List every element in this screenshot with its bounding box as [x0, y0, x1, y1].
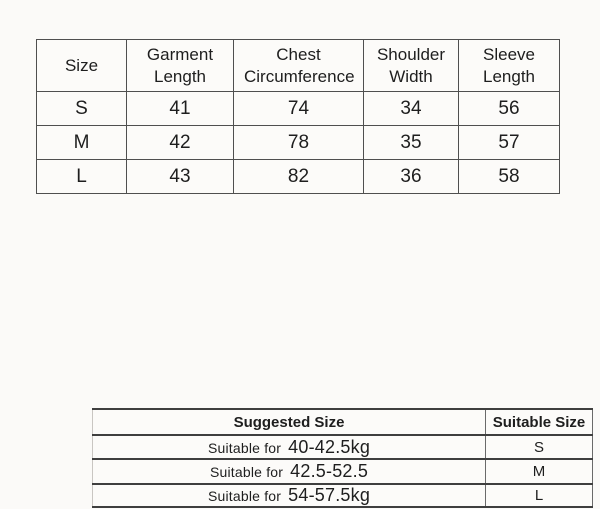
size-table-header-row: [37, 40, 560, 92]
weight-range-value: 42.5-52.5: [290, 461, 369, 481]
garment-length-cell: 42: [127, 126, 234, 160]
garment-length-cell: 41: [127, 92, 234, 126]
weight-range-value: 54-57.5kg: [288, 485, 371, 505]
shoulder-width-cell: 36: [364, 160, 459, 194]
suitable-for-label: Suitable for: [209, 464, 284, 480]
header-cell-suitable-size: Suitable Size: [486, 409, 593, 435]
size-label-cell: L: [37, 160, 127, 194]
suggested-size-table: [92, 408, 593, 508]
header-cell-chest-circumference: Chest Circumference: [234, 40, 364, 92]
sleeve-length-cell: 58: [459, 160, 560, 194]
suitable-for-label: Suitable for: [207, 488, 282, 504]
weight-range-value: 40-42.5kg: [288, 436, 371, 457]
size-label-cell: M: [37, 126, 127, 160]
header-cell-sleeve-length: Sleeve Length: [459, 40, 560, 92]
weight-range-cell: [93, 435, 486, 459]
size-measurements-table: [36, 39, 560, 194]
chest-circumference-cell: 78: [234, 126, 364, 160]
size-label-cell: S: [37, 92, 127, 126]
suitable-size-cell: S: [486, 435, 593, 459]
suggestion-row-l: [93, 484, 593, 507]
suitable-size-cell: M: [486, 459, 593, 484]
size-row-l: [37, 160, 560, 194]
suggested-size-header-row: [93, 409, 593, 435]
shoulder-width-cell: 35: [364, 126, 459, 160]
shoulder-width-cell: 34: [364, 92, 459, 126]
suggestion-row-s: [93, 435, 593, 459]
suitable-size-cell: L: [486, 484, 593, 507]
header-cell-size: Size: [37, 40, 127, 92]
weight-range-cell: [93, 459, 486, 484]
suggestion-row-m: [93, 459, 593, 484]
header-cell-suggested-size: Suggested Size: [93, 409, 486, 435]
sleeve-length-cell: 57: [459, 126, 560, 160]
chest-circumference-cell: 82: [234, 160, 364, 194]
garment-length-cell: 43: [127, 160, 234, 194]
weight-range-cell: [93, 484, 486, 507]
size-row-m: [37, 126, 560, 160]
header-cell-garment-length: Garment Length: [127, 40, 234, 92]
suitable-for-label: Suitable for: [207, 439, 282, 456]
chest-circumference-cell: 74: [234, 92, 364, 126]
header-cell-shoulder-width: Shoulder Width: [364, 40, 459, 92]
sleeve-length-cell: 56: [459, 92, 560, 126]
size-row-s: [37, 92, 560, 126]
